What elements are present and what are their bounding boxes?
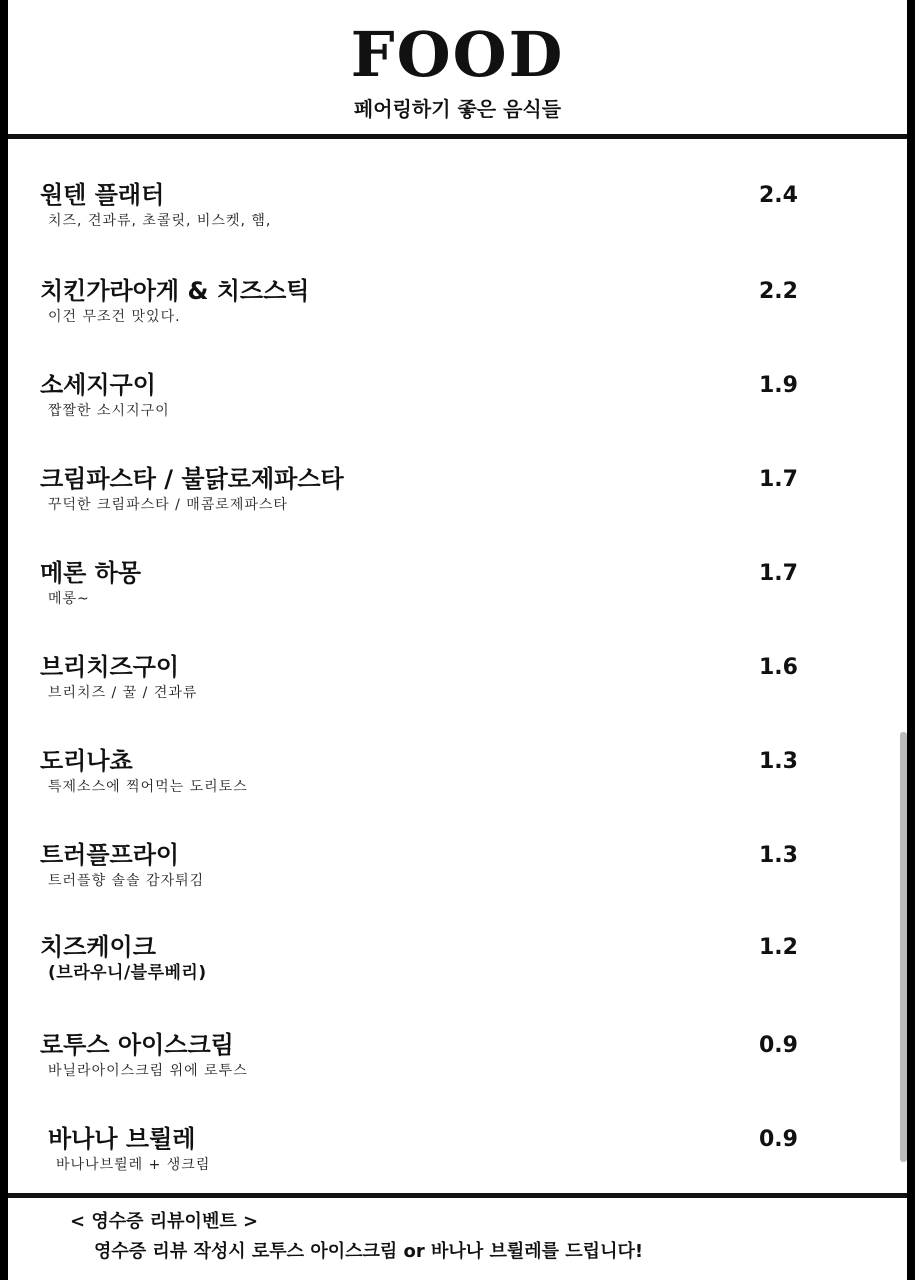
menu-item <box>40 276 819 356</box>
menu-item-description: 바나나브륄레 + 생크림 <box>56 1157 211 1173</box>
review-event-title: < 영수증 리뷰이벤트 > <box>70 1211 259 1232</box>
menu-item <box>40 180 819 260</box>
menu-item-price: 1.3 <box>759 843 798 868</box>
menu-item-price: 2.2 <box>759 279 798 304</box>
menu-item-name: 브리치즈구이 <box>40 653 180 681</box>
menu-item-name: 메론 하몽 <box>40 559 142 587</box>
menu-item <box>40 558 819 638</box>
menu-item-description: 이건 무조건 맛있다. <box>48 309 181 325</box>
menu-item <box>40 840 819 920</box>
menu-page <box>8 0 907 1280</box>
menu-item-price: 2.4 <box>759 183 798 208</box>
menu-item-description: 바닐라아이스크림 위에 로투스 <box>48 1063 248 1079</box>
menu-item <box>40 464 819 544</box>
menu-item-price: 1.7 <box>759 561 798 586</box>
menu-item <box>48 1124 819 1204</box>
menu-item-name: 치즈케이크 <box>40 933 156 961</box>
menu-item-price: 1.3 <box>759 749 798 774</box>
menu-item-description: 메롱~ <box>48 591 90 607</box>
menu-item-price: 1.7 <box>759 467 798 492</box>
review-event-footer <box>8 1198 907 1280</box>
menu-header <box>8 0 907 134</box>
menu-item <box>40 932 819 1012</box>
page-subtitle: 페어링하기 좋은 음식들 <box>353 97 562 121</box>
scrollbar[interactable] <box>900 732 907 1162</box>
menu-item-description: 짭짤한 소시지구이 <box>48 403 170 419</box>
menu-item-name: 로투스 아이스크림 <box>40 1031 234 1059</box>
menu-item-description: 브리치즈 / 꿀 / 견과류 <box>48 685 198 701</box>
menu-item-price: 1.2 <box>759 935 798 960</box>
menu-item-price: 1.6 <box>759 655 798 680</box>
menu-item-description: 치즈, 견과류, 초콜릿, 비스켓, 햄, <box>48 213 272 229</box>
menu-item <box>40 746 819 826</box>
menu-item-name: 바나나 브륄레 <box>48 1125 196 1153</box>
menu-item <box>40 370 819 450</box>
page-title: FOOD <box>350 18 565 91</box>
menu-item-description: 특제소스에 찍어먹는 도리토스 <box>48 779 248 795</box>
menu-item-price: 1.9 <box>759 373 798 398</box>
menu-item-name: 트러플프라이 <box>40 841 180 869</box>
menu-item-name: 원텐 플래터 <box>40 181 165 209</box>
menu-item-name: 소세지구이 <box>40 371 156 399</box>
menu-item-name: 치킨가라아게 & 치즈스틱 <box>40 277 310 305</box>
menu-item-description: 꾸덕한 크림파스타 / 매콤로제파스타 <box>48 497 288 513</box>
menu-item-name: 도리나쵸 <box>40 747 133 775</box>
menu-item <box>40 1030 819 1110</box>
menu-item-price: 0.9 <box>759 1033 798 1058</box>
review-event-text: 영수증 리뷰 작성시 로투스 아이스크림 or 바나나 브륄레를 드립니다! <box>94 1241 644 1262</box>
menu-item <box>40 652 819 732</box>
menu-item-description: (브라우니/블루베리) <box>48 963 207 983</box>
menu-item-description: 트러플향 솔솔 감자튀김 <box>48 873 205 889</box>
menu-item-price: 0.9 <box>759 1127 798 1152</box>
header-divider <box>8 134 907 139</box>
menu-item-name: 크림파스타 / 불닭로제파스타 <box>40 465 344 493</box>
